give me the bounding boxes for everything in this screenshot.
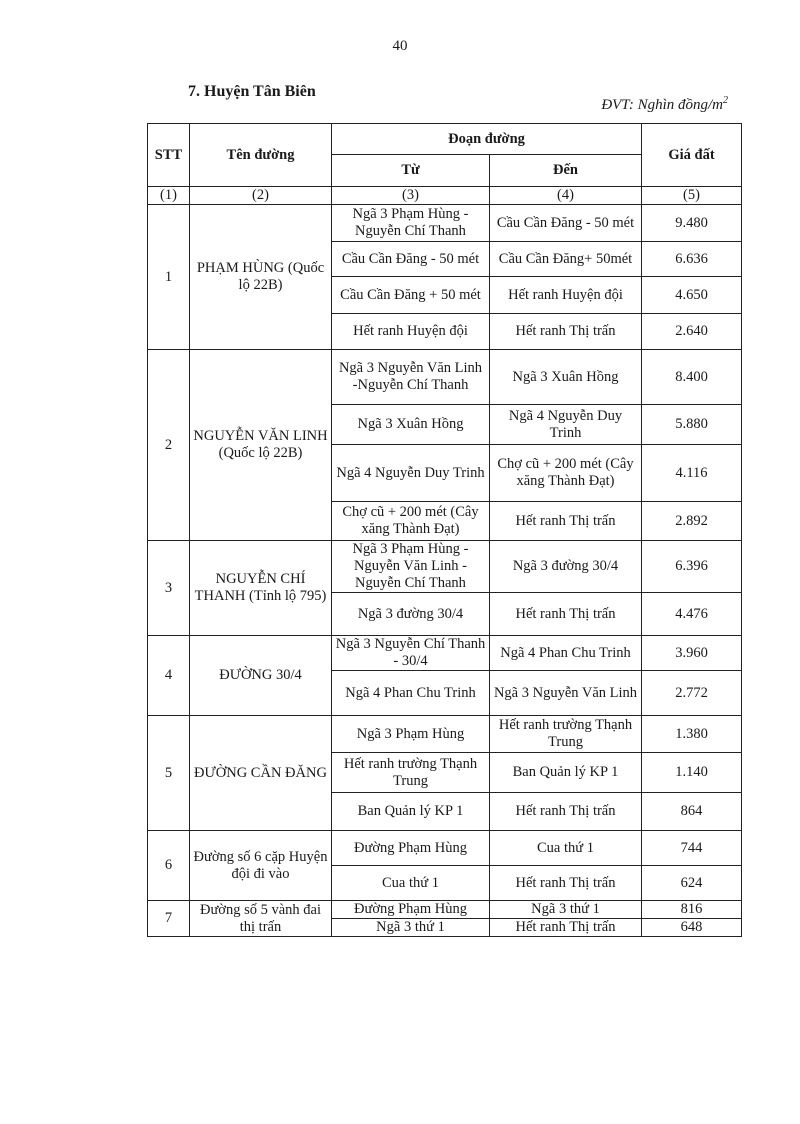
table-header xyxy=(148,124,742,205)
header-segment: Đoạn đường xyxy=(332,124,642,155)
column-index-row xyxy=(148,187,742,205)
unit-note-superscript: 2 xyxy=(723,95,728,106)
table-row xyxy=(148,350,742,405)
segment-price: 2.892 xyxy=(642,502,742,541)
table-row xyxy=(148,901,742,919)
segment-price: 864 xyxy=(642,793,742,831)
road-name: NGUYỄN VĂN LINH (Quốc lộ 22B) xyxy=(190,350,332,541)
segment-to: Hết ranh Thị trấn xyxy=(490,919,642,937)
road-stt: 6 xyxy=(148,831,190,901)
segment-price: 4.476 xyxy=(642,593,742,636)
segment-price: 9.480 xyxy=(642,205,742,242)
segment-from: Cầu Cần Đăng + 50 mét xyxy=(332,277,490,314)
header-stt: STT xyxy=(148,124,190,187)
segment-from: Ngã 4 Nguyễn Duy Trinh xyxy=(332,445,490,502)
section-title: 7. Huyện Tân Biên xyxy=(188,83,316,100)
header-price: Giá đất xyxy=(642,124,742,187)
segment-from: Hết ranh trường Thạnh Trung xyxy=(332,753,490,793)
road-stt: 7 xyxy=(148,901,190,937)
header-road-name: Tên đường xyxy=(190,124,332,187)
segment-price: 1.380 xyxy=(642,716,742,753)
road-stt: 5 xyxy=(148,716,190,831)
segment-from: Ngã 3 Phạm Hùng - Nguyễn Văn Linh - Nguyễn Chí Thanh xyxy=(332,541,490,593)
segment-to: Hết ranh Thị trấn xyxy=(490,502,642,541)
road-name: ĐƯỜNG CẦN ĐĂNG xyxy=(190,716,332,831)
segment-from: Ngã 3 Phạm Hùng - Nguyễn Chí Thanh xyxy=(332,205,490,242)
segment-to: Chợ cũ + 200 mét (Cây xăng Thành Đạt) xyxy=(490,445,642,502)
segment-price: 6.396 xyxy=(642,541,742,593)
column-index: (3) xyxy=(332,187,490,205)
segment-to: Hết ranh Thị trấn xyxy=(490,314,642,350)
segment-from: Ngã 3 Phạm Hùng xyxy=(332,716,490,753)
segment-to: Hết ranh Thị trấn xyxy=(490,593,642,636)
table-body xyxy=(148,205,742,937)
header-to: Đến xyxy=(490,155,642,187)
segment-from: Hết ranh Huyện đội xyxy=(332,314,490,350)
road-stt: 3 xyxy=(148,541,190,636)
unit-note xyxy=(601,95,728,114)
road-name: ĐƯỜNG 30/4 xyxy=(190,636,332,716)
segment-to: Cầu Cần Đăng+ 50mét xyxy=(490,242,642,277)
table-row xyxy=(148,205,742,242)
road-stt: 1 xyxy=(148,205,190,350)
segment-to: Cua thứ 1 xyxy=(490,831,642,866)
table-row xyxy=(148,541,742,593)
segment-from: Ngã 3 đường 30/4 xyxy=(332,593,490,636)
segment-price: 8.400 xyxy=(642,350,742,405)
segment-from: Đường Phạm Hùng xyxy=(332,901,490,919)
table-row xyxy=(148,831,742,866)
segment-price: 4.650 xyxy=(642,277,742,314)
segment-price: 5.880 xyxy=(642,405,742,445)
segment-to: Hết ranh Huyện đội xyxy=(490,277,642,314)
header-from: Từ xyxy=(332,155,490,187)
column-index: (4) xyxy=(490,187,642,205)
segment-price: 648 xyxy=(642,919,742,937)
segment-to: Ngã 3 thứ 1 xyxy=(490,901,642,919)
segment-price: 4.116 xyxy=(642,445,742,502)
road-name: Đường số 6 cặp Huyện đội đi vào xyxy=(190,831,332,901)
segment-from: Ngã 4 Phan Chu Trinh xyxy=(332,671,490,716)
road-stt: 4 xyxy=(148,636,190,716)
segment-to: Ngã 4 Phan Chu Trinh xyxy=(490,636,642,671)
table-row xyxy=(148,716,742,753)
segment-from: Ngã 3 Nguyễn Chí Thanh - 30/4 xyxy=(332,636,490,671)
column-index: (5) xyxy=(642,187,742,205)
column-index: (1) xyxy=(148,187,190,205)
segment-price: 2.772 xyxy=(642,671,742,716)
column-index: (2) xyxy=(190,187,332,205)
land-price-table xyxy=(147,123,742,937)
segment-price: 816 xyxy=(642,901,742,919)
segment-price: 2.640 xyxy=(642,314,742,350)
segment-to: Ngã 3 Nguyễn Văn Linh xyxy=(490,671,642,716)
segment-to: Hết ranh trường Thạnh Trung xyxy=(490,716,642,753)
unit-note-text: ĐVT: Nghìn đồng/m xyxy=(601,97,723,113)
road-name: NGUYỄN CHÍ THANH (Tỉnh lộ 795) xyxy=(190,541,332,636)
segment-from: Ngã 3 thứ 1 xyxy=(332,919,490,937)
table-row xyxy=(148,636,742,671)
road-name: Đường số 5 vành đai thị trấn xyxy=(190,901,332,937)
segment-to: Hết ranh Thị trấn xyxy=(490,866,642,901)
segment-from: Chợ cũ + 200 mét (Cây xăng Thành Đạt) xyxy=(332,502,490,541)
segment-to: Cầu Cần Đăng - 50 mét xyxy=(490,205,642,242)
segment-price: 3.960 xyxy=(642,636,742,671)
road-stt: 2 xyxy=(148,350,190,541)
segment-from: Ngã 3 Nguyễn Văn Linh -Nguyễn Chí Thanh xyxy=(332,350,490,405)
segment-price: 1.140 xyxy=(642,753,742,793)
segment-to: Ngã 3 đường 30/4 xyxy=(490,541,642,593)
road-name: PHẠM HÙNG (Quốc lộ 22B) xyxy=(190,205,332,350)
segment-from: Đường Phạm Hùng xyxy=(332,831,490,866)
segment-from: Cầu Cần Đăng - 50 mét xyxy=(332,242,490,277)
segment-price: 624 xyxy=(642,866,742,901)
segment-price: 744 xyxy=(642,831,742,866)
segment-from: Cua thứ 1 xyxy=(332,866,490,901)
segment-from: Ngã 3 Xuân Hồng xyxy=(332,405,490,445)
page-number: 40 xyxy=(392,38,408,54)
segment-to: Hết ranh Thị trấn xyxy=(490,793,642,831)
segment-to: Ngã 3 Xuân Hồng xyxy=(490,350,642,405)
segment-to: Ban Quản lý KP 1 xyxy=(490,753,642,793)
segment-from: Ban Quản lý KP 1 xyxy=(332,793,490,831)
segment-price: 6.636 xyxy=(642,242,742,277)
segment-to: Ngã 4 Nguyễn Duy Trinh xyxy=(490,405,642,445)
